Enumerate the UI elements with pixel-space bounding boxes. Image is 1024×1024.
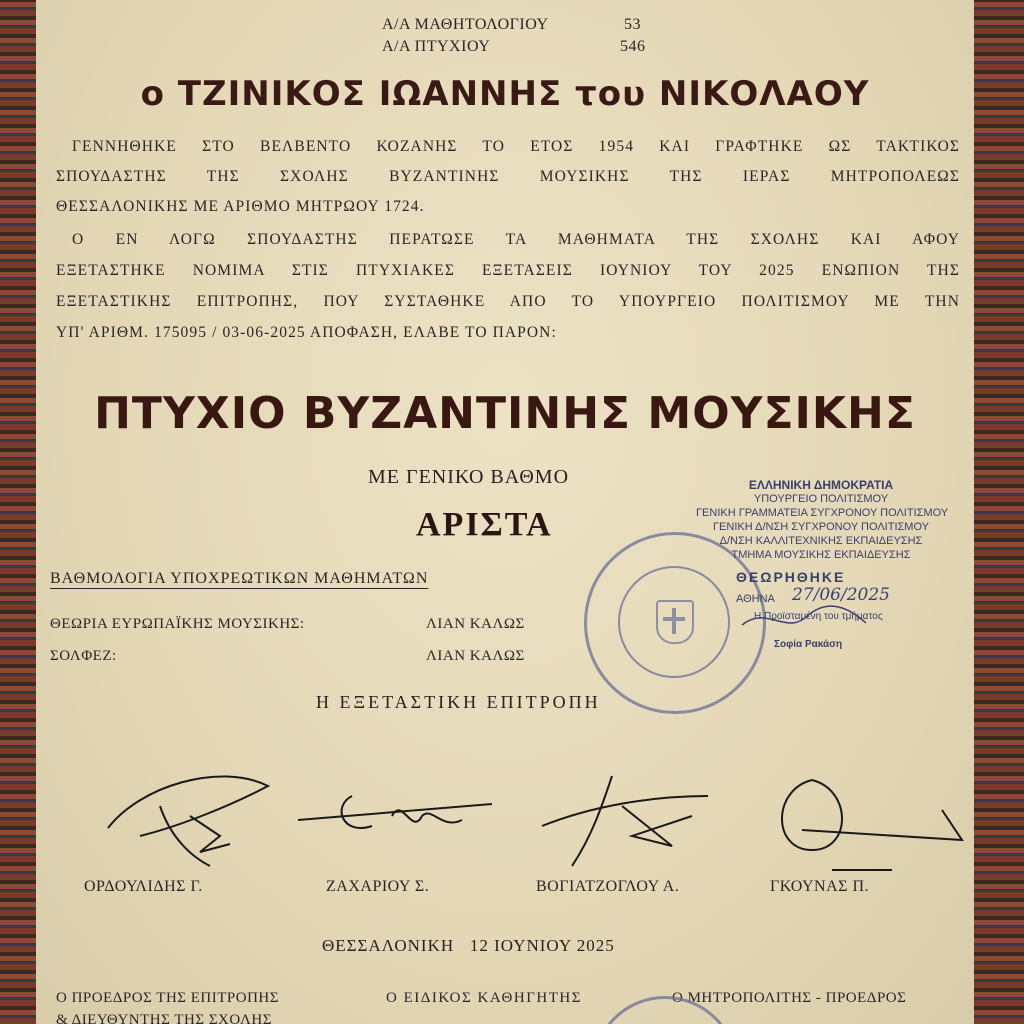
exam-line-1: Ο ΕΝ ΛΟΓΩ ΣΠΟΥΔΑΣΤΗΣ ΠΕΡΑΤΩΣΕ ΤΑ ΜΑΘΗΜΑΤΑ ΤΗΣ ΣΧΟΛΗΣ ΚΑΙ ΑΦΟΥ (72, 231, 960, 248)
course-name: ΣΟΛΦΕΖ: (50, 648, 117, 664)
stamp-line: ΤΜΗΜΑ ΜΟΥΣΙΚΗΣ ΕΚΠΑΙΔΕΥΣΗΣ (731, 549, 911, 561)
diploma-paper (36, 0, 974, 1024)
signatory-name: ΓΚΟΥΝΑΣ Π. (770, 878, 869, 895)
signature-icon (532, 766, 722, 876)
stamp-signature-icon (736, 595, 876, 645)
ledger-label: Α/Α ΜΑΘΗΤΟΛΟΓΙΟΥ (382, 16, 549, 33)
stamp-person: Σοφία Ρακάση (774, 639, 843, 650)
stamp-line: ΓΕΝΙΚΗ ΓΡΑΜΜΑΤΕΙΑ ΣΥΓΧΡΟΝΟΥ ΠΟΛΙΤΙΣΜΟΥ (696, 507, 949, 519)
bio-line-3: ΘΕΣΣΑΛΟΝΙΚΗΣ ΜΕ ΑΡΙΘΜΟ ΜΗΤΡΩΟΥ 1724. (56, 198, 425, 215)
course-name: ΘΕΩΡΙΑ ΕΥΡΩΠΑΪΚΗΣ ΜΟΥΣΙΚΗΣ: (50, 616, 305, 632)
graduate-name: ο ΤΖΙΝΙΚΟΣ ΙΩΑΝΝΗΣ του ΝΙΚΟΛΑΟΥ (140, 74, 870, 114)
footer-president-line-2: & ΔΙΕΥΘΥΝΤΗΣ ΤΗΣ ΣΧΟΛΗΣ (56, 1012, 272, 1024)
diploma-number: 546 (620, 38, 646, 55)
stamp-line: ΓΕΝΙΚΗ Δ/ΝΣΗ ΣΥΓΧΡΟΝΟΥ ΠΟΛΙΤΙΣΜΟΥ (712, 521, 930, 533)
course-grade: ΛΙΑΝ ΚΑΛΩΣ (426, 616, 525, 632)
stamp-line: ΕΛΛΗΝΙΚΗ ΔΗΜΟΚΡΑΤΙΑ (748, 478, 894, 492)
exam-line-4: ΥΠ' ΑΡΙΘΜ. 175095 / 03-06-2025 ΑΠΟΦΑΣΗ, ΕΛΑΒΕ ΤΟ ΠΑΡΟΝ: (56, 324, 557, 341)
footer-special-professor: Ο ΕΙΔΙΚΟΣ ΚΑΘΗΓΗΤΗΣ (386, 990, 582, 1006)
stamp-role: Η Προϊσταμένη του τμήματος (754, 611, 883, 622)
signatory-name: ΒΟΓΙΑΤΖΟΓΛΟΥ Α. (536, 878, 680, 895)
stamp-line: Δ/ΝΣΗ ΚΑΛΛΙΤΕΧΝΙΚΗΣ ΕΚΠΑΙΔΕΥΣΗΣ (719, 535, 923, 547)
courses-heading: ΒΑΘΜΟΛΟΓΙΑ ΥΠΟΧΡΕΩΤΙΚΩΝ ΜΑΘΗΜΑΤΩΝ (50, 570, 429, 587)
signatory-name: ΖΑΧΑΡΙΟΥ Σ. (326, 878, 430, 895)
bio-line-1: ΓΕΝΝΗΘΗΚΕ ΣΤΟ ΒΕΛΒΕΝΤΟ ΚΟΖΑΝΗΣ ΤΟ ΕΤΟΣ 1954 ΚΑΙ ΓΡΑΦΤΗΚΕ ΩΣ ΤΑΚΤΙΚΟΣ (72, 138, 960, 155)
exam-line-2: ΕΞΕΤΑΣΤΗΚΕ ΝΟΜΙΜΑ ΣΤΙΣ ΠΤΥΧΙΑΚΕΣ ΕΞΕΤΑΣΕΙΣ ΙΟΥΝΙΟΥ ΤΟΥ 2025 ΕΝΩΠΙΟΝ ΤΗΣ (56, 262, 960, 279)
grade-label: ΜΕ ΓΕΝΙΚΟ ΒΑΘΜΟ (368, 466, 570, 488)
footer-metropolitan: Ο ΜΗΤΡΟΠΟΛΙΤΗΣ - ΠΡΟΕΔΡΟΣ (672, 990, 907, 1006)
decorative-border-left (0, 0, 36, 1024)
coat-of-arms-icon (656, 600, 694, 644)
committee-heading: Η ΕΞΕΤΑΣΤΙΚΗ ΕΠΙΤΡΟΠΗ (316, 692, 601, 712)
signature-icon (100, 766, 280, 876)
stamp-line: ΥΠΟΥΡΓΕΙΟ ΠΟΛΙΤΙΣΜΟΥ (753, 493, 889, 505)
stamp-date: 27/06/2025 (792, 585, 890, 605)
bio-line-2: ΣΠΟΥΔΑΣΤΗΣ ΤΗΣ ΣΧΟΛΗΣ ΒΥΖΑΝΤΙΝΗΣ ΜΟΥΣΙΚΗΣ ΤΗΣ ΙΕΡΑΣ ΜΗΤΡΟΠΟΛΕΩΣ (56, 168, 960, 185)
place-date: ΘΕΣΣΑΛΟΝΙΚΗ 12 ΙΟΥΝΙΟΥ 2025 (322, 936, 615, 955)
signature-icon (762, 770, 982, 880)
diploma-title: ΠΤΥΧΙΟ ΒΥΖΑΝΤΙΝΗΣ ΜΟΥΣΙΚΗΣ (94, 388, 916, 439)
ledger-number: 53 (624, 16, 641, 33)
footer-president-line-1: Ο ΠΡΟΕΔΡΟΣ ΤΗΣ ΕΠΙΤΡΟΠΗΣ (56, 990, 279, 1006)
signature-icon (292, 786, 502, 856)
course-grade: ΛΙΑΝ ΚΑΛΩΣ (426, 648, 525, 664)
diploma-number-label: Α/Α ΠΤΥΧΙΟΥ (382, 38, 491, 55)
grade-value: ΑΡΙΣΤΑ (416, 506, 553, 543)
stamp-approved: ΘΕΩΡΗΘΗΚΕ (736, 569, 846, 585)
signatory-name: ΟΡΔΟΥΛΙΔΗΣ Γ. (84, 878, 203, 895)
exam-line-3: ΕΞΕΤΑΣΤΙΚΗΣ ΕΠΙΤΡΟΠΗΣ, ΠΟΥ ΣΥΣΤΑΘΗΚΕ ΑΠΟ ΤΟ ΥΠΟΥΡΓΕΙΟ ΠΟΛΙΤΙΣΜΟΥ ΜΕ ΤΗΝ (56, 293, 960, 310)
stamp-city: ΑΘΗΝΑ (736, 593, 775, 605)
